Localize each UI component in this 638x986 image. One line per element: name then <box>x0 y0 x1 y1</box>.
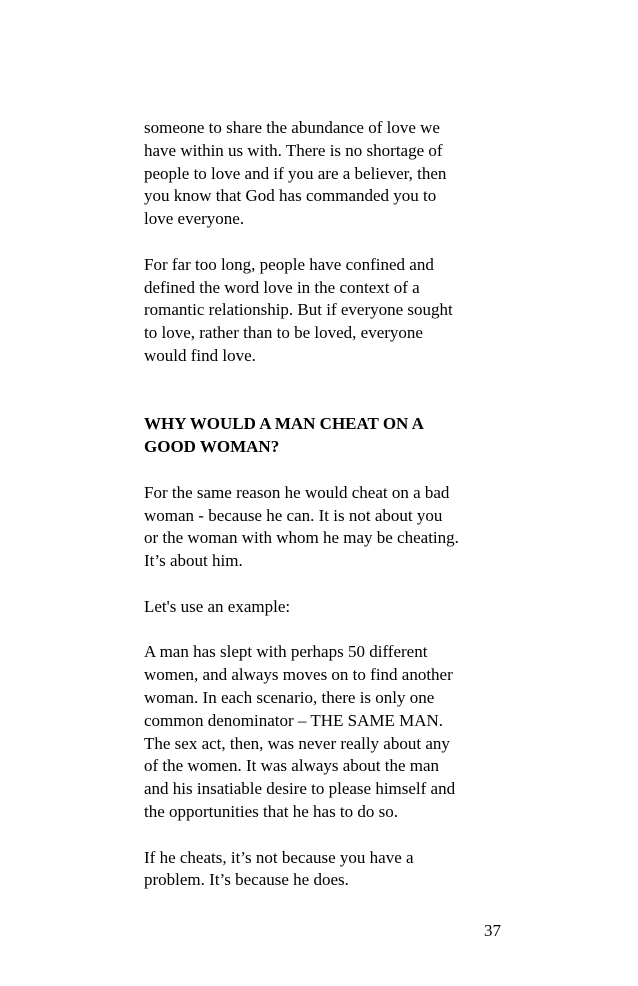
text-line: A man has slept with perhaps 50 different <box>144 642 428 662</box>
paragraph-confined-love <box>144 254 516 368</box>
text-line: woman - because he can. It is not about you <box>144 505 443 525</box>
text-line: love everyone. <box>144 209 245 229</box>
text-line: people to love and if you are a believer, then <box>144 163 447 183</box>
text-line: For the same reason he would cheat on a bad <box>144 482 450 502</box>
text-line: would find love. <box>144 345 256 365</box>
text-line: of the women. It was always about the man <box>144 756 440 776</box>
text-line: you know that God has commanded you to <box>144 186 437 206</box>
text-line: The sex act, then, was never really about any <box>144 733 450 753</box>
heading-line: GOOD WOMAN? <box>144 437 280 457</box>
text-line: or the woman with whom he may be cheating. <box>144 528 459 548</box>
text-line: woman. In each scenario, there is only one <box>144 687 435 707</box>
text-line: and his insatiable desire to please himself and <box>144 779 456 799</box>
text-line: It’s about him. <box>144 551 243 571</box>
text-line: women, and always moves on to find another <box>144 665 453 685</box>
page-body <box>144 117 516 915</box>
text-line: Let's use an example: <box>144 596 291 616</box>
text-line: to love, rather than to be loved, everyone <box>144 323 423 343</box>
paragraph-abundance-of-love <box>144 117 516 231</box>
text-line: problem. It’s because he does. <box>144 870 349 890</box>
text-line: romantic relationship. But if everyone sought <box>144 300 453 320</box>
page-number: 37 <box>484 921 501 940</box>
text-line: common denominator – THE SAME MAN. <box>144 710 444 730</box>
text-line: the opportunities that he has to do so. <box>144 801 399 821</box>
paragraph-example <box>144 641 516 823</box>
text-line: someone to share the abundance of love we <box>144 118 440 137</box>
text-line: For far too long, people have confined and <box>144 254 434 274</box>
section-heading <box>144 413 516 459</box>
heading-line: WHY WOULD A MAN CHEAT ON A <box>144 414 424 434</box>
paragraph-conclusion <box>144 847 516 893</box>
text-line: defined the word love in the context of a <box>144 277 420 297</box>
text-line: have within us with. There is no shortage of <box>144 140 443 160</box>
text-line: If he cheats, it’s not because you have a <box>144 847 414 867</box>
paragraph-same-reason <box>144 482 516 573</box>
paragraph-example-intro <box>144 596 516 619</box>
